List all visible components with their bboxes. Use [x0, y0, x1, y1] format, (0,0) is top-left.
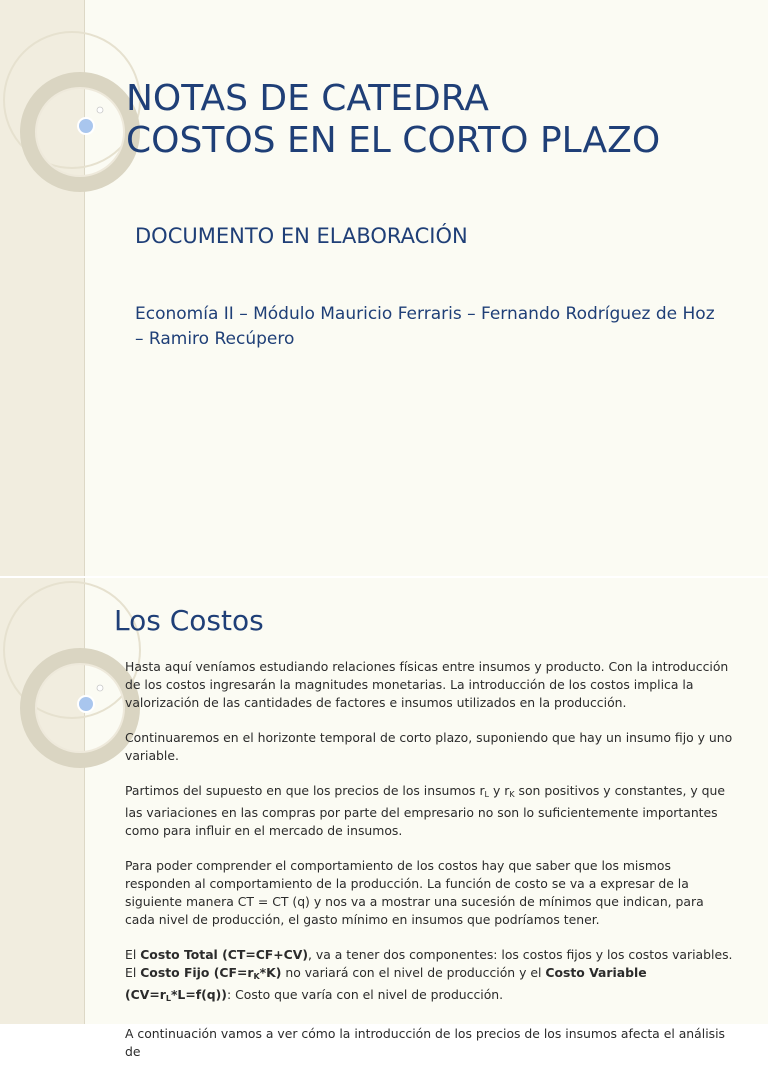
subscript-l: L — [484, 790, 490, 799]
p5-text-e: : Costo que varía con el nivel de producción. — [226, 987, 504, 1002]
content-slide — [0, 578, 768, 1059]
paragraph-1: Hasta aquí veníamos estudiando relaciones físicas entre insumos y producto. Con la introducción de los costos ingresarán la magnitudes monetarias. La introducción de los costos implica la valorización de las cantidades de factores e insumos utilizados en la producción. — [125, 659, 729, 710]
paragraph-3 — [125, 782, 733, 840]
p3-text-b: y r — [489, 783, 510, 798]
paragraph-4: Para poder comprender el comportamiento de los costos hay que saber que los mismos responden al comportamiento de la producción. La función de costo se va a expresar de la siguiente manera CT = CT (q) y nos va a mostrar una sucesión de mínimos que indican, para cada nivel de producción, el gasto mínimo en insumos que podríamos tener. — [125, 858, 704, 927]
costo-variable-term-b: *L=f(q)) — [170, 987, 227, 1002]
p3-text-c: son positivos y constantes, y que las variaciones en las compras por parte del empresario no son lo suficientemente importantes como para influir en el mercado de insumos. — [125, 783, 726, 838]
costo-variable-term-a: Costo Variable (CV=r — [125, 965, 647, 1002]
p5-text-c: , va a tener dos componentes: los costos fijos y los costos variables. El — [125, 947, 733, 980]
p5-text-d: no variará con el nivel de producción y el — [281, 965, 546, 980]
costo-fijo-term — [140, 965, 281, 980]
p3-text-a: Partimos del supuesto en que los precios de los insumos r — [125, 783, 485, 798]
subscript-l: L — [165, 994, 171, 1003]
slide-title: Los Costos — [114, 604, 264, 637]
subscript-k: K — [253, 972, 260, 981]
paragraph-6: A continuación vamos a ver cómo la introducción de los precios de los insumos afecta el análisis de — [125, 1026, 725, 1059]
subscript-k: K — [509, 790, 515, 799]
slide-body — [125, 658, 733, 1078]
costo-fijo-term-b: *K) — [259, 965, 282, 980]
costo-fijo-term-a: Costo Fijo (CF=r — [140, 965, 254, 980]
costo-total-term: Costo Total (CT=CF+CV) — [140, 947, 308, 962]
paragraph-5 — [125, 946, 733, 1008]
title-line-2: COSTOS EN EL CORTO PLAZO — [126, 120, 661, 161]
p5-text-a: El — [125, 947, 141, 962]
slide-title — [126, 78, 660, 162]
document-status-subtitle: DOCUMENTO EN ELABORACIÓN — [135, 224, 468, 248]
authors-line: Economía II – Módulo Mauricio Ferraris – Fernando Rodríguez de Hoz – Ramiro Recúpero — [135, 304, 715, 349]
title-line-1: NOTAS DE CATEDRA — [126, 78, 489, 119]
paragraph-2: Continuaremos en el horizonte temporal de corto plazo, suponiendo que hay un insumo fijo y uno variable. — [125, 730, 733, 763]
